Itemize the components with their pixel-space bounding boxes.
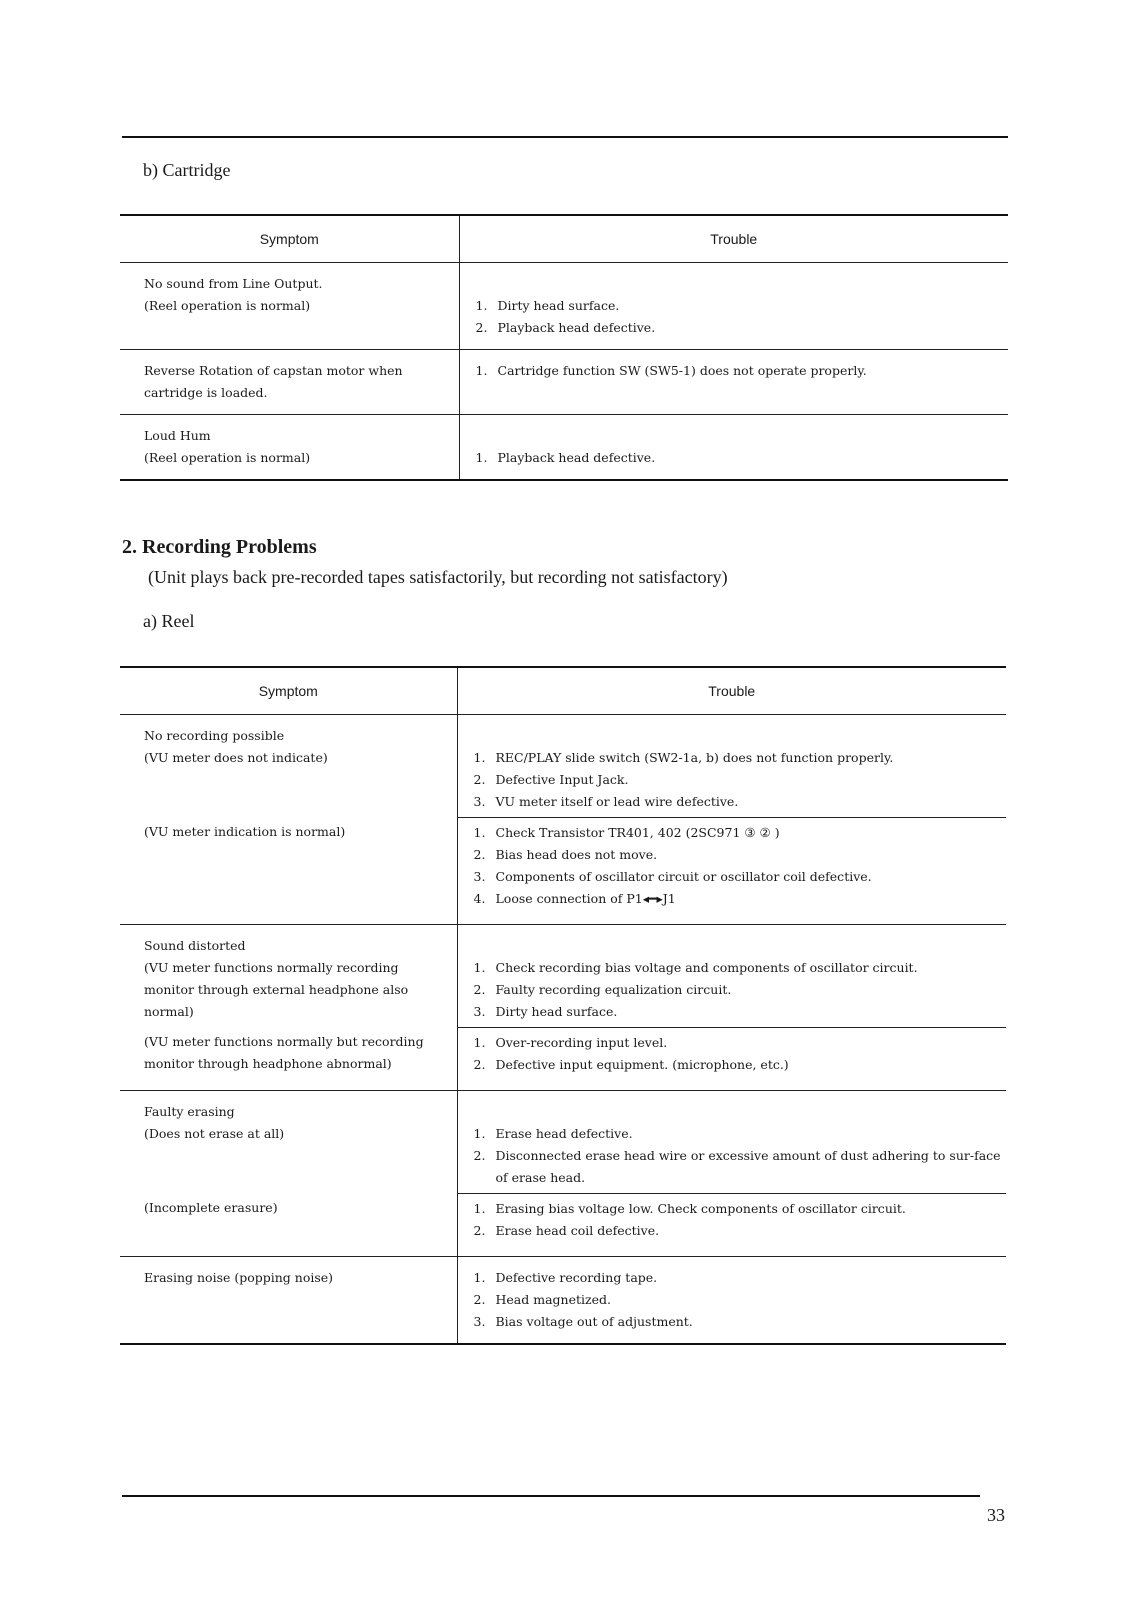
symptom-line: (Reel operation is normal)	[144, 450, 311, 465]
table-row	[120, 715, 1006, 925]
recording-problems-subtitle: (Unit plays back pre-recorded tapes satisfactorily, but recording not satisfactory)	[148, 567, 728, 587]
symptom-line: (VU meter does not indicate)	[144, 750, 328, 765]
symptom-line: (VU meter indication is normal)	[144, 824, 346, 839]
trouble-item	[474, 979, 1007, 1001]
trouble-number: 3.	[473, 794, 486, 809]
symptom-cell	[120, 925, 457, 1091]
trouble-group	[474, 1101, 1007, 1189]
symptom-cell	[120, 715, 457, 925]
trouble-number: 1.	[473, 960, 486, 975]
symptom-line: No sound from Line Output.	[144, 276, 323, 291]
trouble-item	[474, 1123, 1007, 1145]
trouble-text: Faulty recording equalization circuit.	[495, 982, 732, 997]
symptom-group	[144, 1031, 457, 1080]
trouble-text: Bias voltage out of adjustment.	[495, 1314, 693, 1329]
trouble-group	[474, 935, 1007, 1023]
trouble-item	[474, 844, 1007, 866]
trouble-spacer	[474, 1101, 1007, 1123]
trouble-item	[474, 957, 1007, 979]
trouble-text: Playback head defective.	[497, 320, 656, 335]
trouble-text: Disconnected erase head wire or excessive amount of dust adhering to sur-face of erase head.	[495, 1148, 1001, 1185]
symptom-cell	[120, 263, 459, 350]
trouble-text: Dirty head surface.	[497, 298, 620, 313]
trouble-item	[474, 747, 1007, 769]
trouble-item	[476, 295, 1009, 317]
trouble-item	[474, 1289, 1007, 1311]
trouble-text: Defective Input Jack.	[495, 772, 629, 787]
table-header-row	[120, 667, 1006, 715]
trouble-item	[474, 866, 1007, 888]
trouble-number: 2.	[473, 1148, 486, 1163]
symptom-line: No recording possible	[144, 728, 285, 743]
symptom-line: Reverse Rotation of capstan motor when	[144, 363, 403, 378]
trouble-number: 1.	[475, 363, 488, 378]
trouble-text: Erase head defective.	[495, 1126, 633, 1141]
trouble-cell	[459, 350, 1008, 415]
trouble-text: VU meter itself or lead wire defective.	[495, 794, 739, 809]
trouble-number: 1.	[475, 298, 488, 313]
symptom-line: (VU meter functions normally recording	[144, 960, 399, 975]
trouble-header: Trouble	[457, 667, 1006, 715]
trouble-group	[474, 1267, 1007, 1333]
trouble-spacer	[476, 273, 1009, 295]
trouble-text: Erase head coil defective.	[495, 1223, 660, 1238]
trouble-item	[474, 1145, 1007, 1189]
symptom-line: (Incomplete erasure)	[144, 1200, 278, 1215]
trouble-text: Defective input equipment. (microphone, etc.)	[495, 1057, 789, 1072]
symptom-line: (Does not erase at all)	[144, 1126, 285, 1141]
trouble-group	[458, 1193, 1007, 1242]
trouble-number: 1.	[473, 1270, 486, 1285]
symptom-line: monitor through external headphone also	[144, 982, 409, 997]
symptom-cell	[120, 1257, 457, 1345]
trouble-text: Defective recording tape.	[495, 1270, 658, 1285]
trouble-number: 4.	[473, 891, 486, 906]
trouble-number: 2.	[475, 320, 488, 335]
trouble-number: 1.	[473, 1201, 486, 1216]
symptom-group	[144, 821, 457, 914]
table-row	[120, 1257, 1006, 1345]
table-header-row	[120, 215, 1008, 263]
trouble-text: Playback head defective.	[497, 450, 656, 465]
symptom-line: (VU meter functions normally but recording	[144, 1034, 424, 1049]
trouble-item	[474, 1032, 1007, 1054]
trouble-text: Head magnetized.	[495, 1292, 611, 1307]
trouble-number: 3.	[473, 869, 486, 884]
page-number: 33	[987, 1505, 1005, 1525]
cartridge-table	[120, 214, 1008, 481]
symptom-line: monitor through headphone abnormal)	[144, 1056, 392, 1071]
trouble-item	[474, 1001, 1007, 1023]
trouble-cell	[457, 1257, 1006, 1345]
symptom-line: normal)	[144, 1004, 194, 1019]
trouble-number: 1.	[473, 825, 486, 840]
trouble-number: 1.	[473, 1126, 486, 1141]
symptom-line: Erasing noise (popping noise)	[144, 1270, 334, 1285]
trouble-number: 1.	[473, 1035, 486, 1050]
trouble-text: Cartridge function SW (SW5-1) does not operate properly.	[497, 363, 867, 378]
bottom-rule	[122, 1495, 980, 1497]
symptom-group	[144, 1101, 457, 1189]
trouble-item	[474, 1267, 1007, 1289]
table-row	[120, 263, 1008, 350]
trouble-text: Loose connection of P1◂━▸J1	[495, 891, 676, 906]
trouble-cell	[457, 925, 1006, 1091]
trouble-number: 1.	[475, 450, 488, 465]
trouble-item	[474, 1054, 1007, 1076]
symptom-group	[144, 935, 457, 1023]
trouble-item	[474, 791, 1007, 813]
trouble-text: Components of oscillator circuit or oscillator coil defective.	[495, 869, 872, 884]
symptom-cell	[120, 1091, 457, 1257]
trouble-item	[474, 1220, 1007, 1242]
trouble-spacer	[474, 725, 1007, 747]
trouble-item	[474, 1311, 1007, 1333]
symptom-group	[144, 725, 457, 813]
trouble-group	[458, 817, 1007, 910]
trouble-item	[474, 769, 1007, 791]
table-row	[120, 415, 1008, 481]
trouble-item	[474, 888, 1007, 910]
symptom-line: Faulty erasing	[144, 1104, 235, 1119]
trouble-number: 2.	[473, 1223, 486, 1238]
reel-table	[120, 666, 1006, 1345]
symptom-cell	[120, 350, 459, 415]
symptom-line: (Reel operation is normal)	[144, 298, 311, 313]
trouble-group	[458, 1027, 1007, 1076]
trouble-item	[474, 1198, 1007, 1220]
symptom-header: Symptom	[120, 667, 457, 715]
trouble-group	[474, 725, 1007, 813]
symptom-group	[144, 1267, 457, 1333]
table-row	[120, 350, 1008, 415]
trouble-item	[476, 447, 1009, 469]
trouble-item	[474, 822, 1007, 844]
symptom-line: Sound distorted	[144, 938, 246, 953]
reel-heading: a) Reel	[143, 611, 195, 631]
trouble-text: Bias head does not move.	[495, 847, 658, 862]
table-row	[120, 925, 1006, 1091]
trouble-cell	[457, 715, 1006, 925]
trouble-number: 2.	[473, 1057, 486, 1072]
trouble-text: Check Transistor TR401, 402 (2SC971 ③ ② )	[495, 825, 780, 840]
symptom-line: cartridge is loaded.	[144, 385, 268, 400]
trouble-cell	[459, 263, 1008, 350]
symptom-group	[144, 1197, 457, 1246]
trouble-spacer	[474, 935, 1007, 957]
trouble-number: 3.	[473, 1314, 486, 1329]
symptom-line: Loud Hum	[144, 428, 211, 443]
symptom-cell	[120, 415, 459, 481]
trouble-text: Erasing bias voltage low. Check components of oscillator circuit.	[495, 1201, 906, 1216]
symptom-header: Symptom	[120, 215, 459, 263]
cartridge-heading: b) Cartridge	[143, 160, 231, 180]
trouble-spacer	[476, 425, 1009, 447]
trouble-cell	[459, 415, 1008, 481]
trouble-text: Dirty head surface.	[495, 1004, 618, 1019]
trouble-text: Check recording bias voltage and components of oscillator circuit.	[495, 960, 918, 975]
table-row	[120, 1091, 1006, 1257]
top-rule	[122, 136, 1008, 138]
trouble-header: Trouble	[459, 215, 1008, 263]
trouble-cell	[457, 1091, 1006, 1257]
trouble-number: 2.	[473, 772, 486, 787]
trouble-item	[476, 360, 1009, 382]
trouble-text: Over-recording input level.	[495, 1035, 668, 1050]
recording-problems-title: 2. Recording Problems	[122, 536, 317, 558]
trouble-number: 2.	[473, 1292, 486, 1307]
trouble-text: REC/PLAY slide switch (SW2-1a, b) does not function properly.	[495, 750, 894, 765]
trouble-number: 1.	[473, 750, 486, 765]
trouble-number: 2.	[473, 847, 486, 862]
trouble-number: 2.	[473, 982, 486, 997]
trouble-item	[476, 317, 1009, 339]
trouble-number: 3.	[473, 1004, 486, 1019]
